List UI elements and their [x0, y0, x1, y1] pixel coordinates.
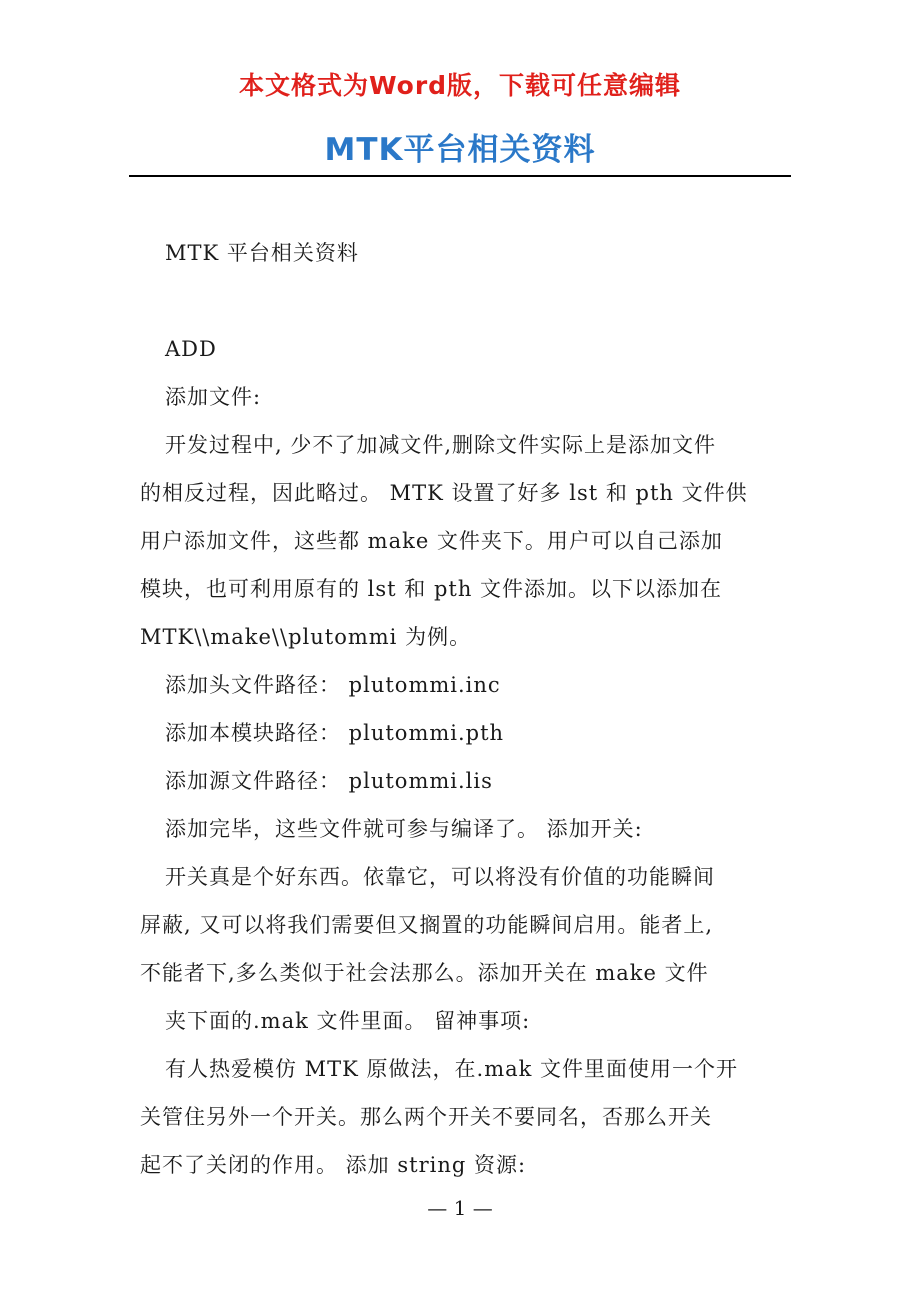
paragraph-line: 开关真是个好东西。依靠它，可以将没有价值的功能瞬间 [165, 865, 715, 889]
header-divider [129, 175, 791, 177]
document-body [140, 325, 780, 1189]
paragraph-line: 开发过程中, 少不了加减文件,删除文件实际上是添加文件 [165, 433, 717, 457]
paragraph-line: 起不了关闭的作用。 添加 string 资源: [140, 1153, 527, 1177]
paragraph-line: 添加本模块路径： plutommi.pth [165, 721, 505, 745]
paragraph-line: 夹下面的.mak 文件里面。 留神事项: [165, 1009, 531, 1033]
paragraph-line: 模块，也可利用原有的 lst 和 pth 文件添加。以下以添加在 [140, 577, 723, 601]
paragraph-line: 添加头文件路径： plutommi.inc [165, 673, 501, 697]
document-title: MTK平台相关资料 [324, 132, 596, 168]
paragraph-line: 的相反过程，因此略过。 MTK 设置了好多 lst 和 pth 文件供 [140, 481, 748, 505]
document-subtitle-block [140, 229, 780, 277]
document-subtitle: MTK 平台相关资料 [165, 241, 359, 265]
paragraph-line: ADD [165, 337, 217, 361]
paragraph-line: MTK\\make\\plutommi 为例。 [140, 625, 472, 649]
paragraph-line: 用户添加文件，这些都 make 文件夹下。用户可以自己添加 [140, 529, 723, 553]
page-number: — 1 — [427, 1196, 493, 1220]
paragraph-line: 添加完毕，这些文件就可参与编译了。 添加开关: [165, 817, 643, 841]
paragraph-line: 不能者下,多么类似于社会法那么。添加开关在 make 文件 [140, 961, 709, 985]
paragraph-line: 关管住另外一个开关。那么两个开关不要同名，否那么开关 [140, 1105, 712, 1129]
paragraph-line: 添加源文件路径： plutommi.lis [165, 769, 493, 793]
paragraph-line: 屏蔽, 又可以将我们需要但又搁置的功能瞬间启用。能者上, [140, 913, 714, 937]
paragraph-line: 有人热爱模仿 MTK 原做法，在.mak 文件里面使用一个开 [165, 1057, 739, 1081]
paragraph-line: 添加文件: [165, 385, 262, 409]
format-notice-banner: 本文格式为Word版，下载可任意编辑 [238, 71, 682, 100]
